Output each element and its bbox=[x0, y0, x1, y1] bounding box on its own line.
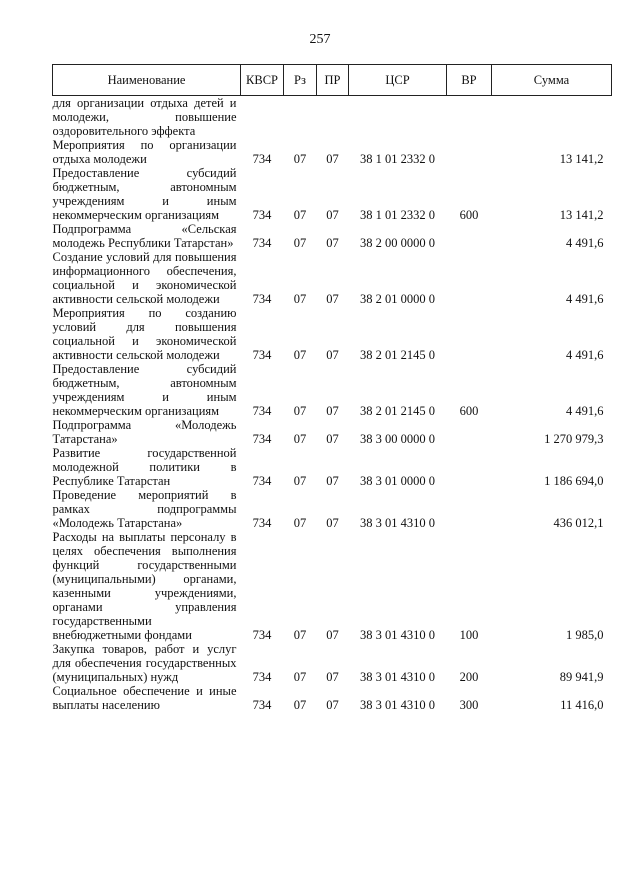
row-rz: 07 bbox=[293, 474, 307, 488]
page-number: 257 bbox=[309, 32, 331, 47]
row-vr: 200 bbox=[459, 670, 479, 684]
row-kvsr: 734 bbox=[252, 348, 272, 362]
row-sum: 436 012,1 bbox=[553, 516, 604, 530]
budget-table bbox=[52, 64, 612, 712]
row-csr: 38 3 01 4310 0 bbox=[360, 698, 435, 712]
row-name: Мероприятия по организации отдыха молодежи bbox=[52, 138, 237, 166]
table-row bbox=[53, 362, 612, 418]
row-name: Социальное обеспечение и иные выплаты населению bbox=[52, 684, 237, 712]
row-name: Расходы на выплаты персоналу в целях обеспечения выполнения функций государственными (муниципальными) органами, казенными учреждениями, органами управления государственными внебюджетными фондами bbox=[52, 530, 237, 642]
row-vr: 600 bbox=[459, 404, 479, 418]
row-rz: 07 bbox=[293, 236, 307, 250]
row-vr bbox=[447, 222, 492, 250]
row-sum: 89 941,9 bbox=[559, 670, 604, 684]
table-row bbox=[53, 418, 612, 446]
row-sum: 11 416,0 bbox=[560, 698, 604, 712]
row-pr: 07 bbox=[326, 628, 339, 642]
row-kvsr: 734 bbox=[252, 152, 272, 166]
row-kvsr: 734 bbox=[252, 698, 272, 712]
row-pr: 07 bbox=[326, 670, 339, 684]
row-vr bbox=[447, 306, 492, 362]
row-csr: 38 2 01 2145 0 bbox=[360, 348, 435, 362]
row-csr: 38 1 01 2332 0 bbox=[360, 208, 435, 222]
row-rz: 07 bbox=[293, 348, 307, 362]
row-kvsr: 734 bbox=[252, 292, 272, 306]
row-kvsr: 734 bbox=[252, 404, 272, 418]
row-pr: 07 bbox=[326, 516, 339, 530]
table-row bbox=[53, 166, 612, 222]
row-rz: 07 bbox=[293, 152, 307, 166]
row-vr: 100 bbox=[459, 628, 479, 642]
row-csr: 38 3 01 4310 0 bbox=[360, 628, 435, 642]
row-sum: 4 491,6 bbox=[566, 292, 604, 306]
row-pr: 07 bbox=[326, 432, 339, 446]
row-rz: 07 bbox=[293, 292, 307, 306]
row-pr: 07 bbox=[326, 292, 339, 306]
row-pr: 07 bbox=[326, 236, 339, 250]
row-kvsr: 734 bbox=[252, 516, 272, 530]
row-pr: 07 bbox=[326, 698, 339, 712]
row-csr: 38 1 01 2332 0 bbox=[360, 152, 435, 166]
row-name: Предоставление субсидий бюджетным, автономным учреждениям и иным некоммерческим организациям bbox=[52, 166, 237, 222]
table-row bbox=[53, 530, 612, 642]
header-vr: ВР bbox=[447, 65, 492, 96]
row-name: Подпрограмма «Молодежь Татарстана» bbox=[52, 418, 237, 446]
row-csr: 38 3 01 0000 0 bbox=[360, 474, 435, 488]
header-name: Наименование bbox=[53, 65, 241, 96]
row-sum: 4 491,6 bbox=[566, 348, 604, 362]
row-sum: 1 270 979,3 bbox=[544, 432, 604, 446]
row-rz: 07 bbox=[293, 208, 307, 222]
row-vr bbox=[447, 488, 492, 530]
table-row bbox=[53, 250, 612, 306]
row-sum: 1 186 694,0 bbox=[544, 474, 604, 488]
row-csr: 38 3 00 0000 0 bbox=[360, 432, 435, 446]
row-csr: 38 2 01 2145 0 bbox=[360, 404, 435, 418]
table-row bbox=[53, 96, 612, 139]
row-sum bbox=[492, 96, 612, 139]
header-kvsr: КВСР bbox=[241, 65, 284, 96]
row-kvsr: 734 bbox=[252, 474, 272, 488]
row-csr: 38 2 00 0000 0 bbox=[360, 236, 435, 250]
row-sum: 13 141,2 bbox=[559, 152, 604, 166]
row-sum: 13 141,2 bbox=[559, 208, 604, 222]
row-csr: 38 3 01 4310 0 bbox=[360, 516, 435, 530]
row-rz: 07 bbox=[293, 516, 307, 530]
row-name: Создание условий для повышения информационного обеспечения, социальной и экономической активности сельской молодежи bbox=[52, 250, 237, 306]
row-name: для организации отдыха детей и молодежи, повышение оздоровительного эффекта bbox=[52, 96, 237, 138]
row-pr: 07 bbox=[326, 152, 339, 166]
table-row bbox=[53, 446, 612, 488]
row-kvsr: 734 bbox=[252, 670, 272, 684]
row-csr: 38 2 01 0000 0 bbox=[360, 292, 435, 306]
row-sum: 4 491,6 bbox=[566, 404, 604, 418]
table-row bbox=[53, 684, 612, 712]
table-header-row bbox=[53, 65, 612, 96]
header-rz: Рз bbox=[284, 65, 317, 96]
row-kvsr: 734 bbox=[252, 208, 272, 222]
table-row bbox=[53, 488, 612, 530]
row-pr: 07 bbox=[326, 348, 339, 362]
row-kvsr: 734 bbox=[252, 432, 272, 446]
table-row bbox=[53, 642, 612, 684]
row-name: Закупка товаров, работ и услуг для обеспечения государственных (муниципальных) нужд bbox=[52, 642, 237, 684]
header-sum: Сумма bbox=[492, 65, 612, 96]
row-vr bbox=[447, 418, 492, 446]
header-csr: ЦСР bbox=[349, 65, 447, 96]
row-rz: 07 bbox=[293, 628, 307, 642]
row-name: Подпрограмма «Сельская молодежь Республики Татарстан» bbox=[52, 222, 237, 250]
row-kvsr: 734 bbox=[252, 236, 272, 250]
row-vr bbox=[447, 250, 492, 306]
row-name: Развитие государственной молодежной политики в Республике Татарстан bbox=[52, 446, 237, 488]
table-row bbox=[53, 222, 612, 250]
row-vr bbox=[447, 138, 492, 166]
row-csr: 38 3 01 4310 0 bbox=[360, 670, 435, 684]
row-rz: 07 bbox=[293, 698, 307, 712]
row-name: Проведение мероприятий в рамках подпрограммы «Молодежь Татарстана» bbox=[52, 488, 237, 530]
row-name: Предоставление субсидий бюджетным, автономным учреждениям и иным некоммерческим организациям bbox=[52, 362, 237, 418]
row-sum: 1 985,0 bbox=[566, 628, 604, 642]
row-csr bbox=[349, 96, 447, 139]
row-vr bbox=[447, 446, 492, 488]
row-rz: 07 bbox=[293, 670, 307, 684]
row-kvsr: 734 bbox=[252, 628, 272, 642]
row-vr bbox=[447, 96, 492, 139]
row-rz bbox=[284, 96, 317, 139]
row-kvsr bbox=[241, 96, 284, 139]
row-vr: 300 bbox=[459, 698, 479, 712]
row-pr bbox=[317, 96, 349, 139]
row-sum: 4 491,6 bbox=[566, 236, 604, 250]
header-pr: ПР bbox=[317, 65, 349, 96]
row-vr: 600 bbox=[459, 208, 479, 222]
table-row bbox=[53, 306, 612, 362]
row-name: Мероприятия по созданию условий для повышения социальной и экономической активности сельской молодежи bbox=[52, 306, 237, 362]
row-pr: 07 bbox=[326, 404, 339, 418]
row-pr: 07 bbox=[326, 208, 339, 222]
row-rz: 07 bbox=[293, 404, 307, 418]
table-row bbox=[53, 138, 612, 166]
row-rz: 07 bbox=[293, 432, 307, 446]
row-pr: 07 bbox=[326, 474, 339, 488]
